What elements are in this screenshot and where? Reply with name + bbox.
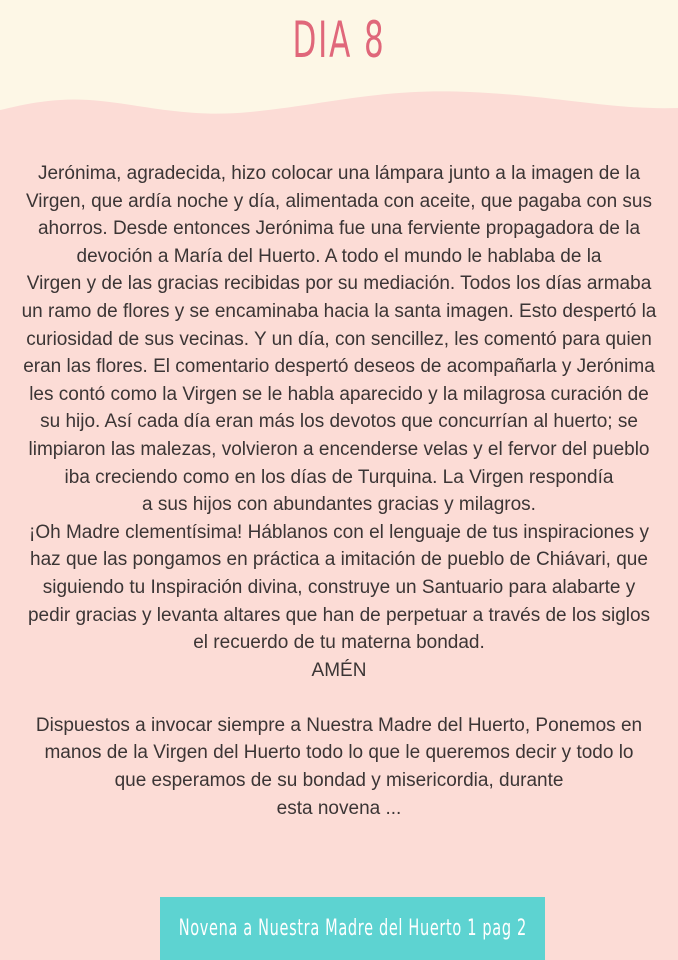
text-line: Virgen, que ardía noche y día, alimentada con aceite, que pagaba con sus xyxy=(25,190,653,212)
text-line: Dispuestos a invocar siempre a Nuestra Madre del Huerto, Ponemos en xyxy=(35,714,643,736)
text-line: limpiaron las malezas, volvieron a encenderse velas y el fervor del pueblo xyxy=(28,438,650,460)
content-body xyxy=(12,160,666,822)
text-line: les contó como la Virgen se le habla aparecido y la milagrosa curación de xyxy=(29,383,649,405)
page-title: DIA 8 xyxy=(292,11,386,69)
text-line: ¡Oh Madre clementísima! Háblanos con el lenguaje de tus inspiraciones y xyxy=(29,521,649,543)
text-line: haz que las pongamos en práctica a imitación de pueblo de Chiávari, que xyxy=(30,549,648,571)
text-line: curiosidad de sus vecinas. Y un día, con sencillez, les comentó para quien xyxy=(26,328,652,350)
footer-label: Novena a Nuestra Madre del Huerto 1 pag 2 xyxy=(178,916,527,941)
text-line: el recuerdo de tu materna bondad. xyxy=(193,632,485,654)
text-line: manos de la Virgen del Huerto todo lo que le queremos decir y todo lo xyxy=(44,742,634,764)
text-line: que esperamos de su bondad y misericordia, durante xyxy=(114,770,564,792)
text-line: ahorros. Desde entonces Jerónima fue una ferviente propagadora de la xyxy=(37,218,641,240)
text-line: siguiendo tu Inspiración divina, construye un Santuario para alabarte y xyxy=(42,576,636,598)
text-line: un ramo de flores y se encaminaba hacia la santa imagen. Esto despertó la xyxy=(21,300,657,322)
text-line: pedir gracias y levanta altares que han de perpetuar a través de los siglos xyxy=(27,604,651,626)
text-line: eran las flores. El comentario despertó deseos de acompañarla y Jerónima xyxy=(23,356,655,378)
amen-text: AMÉN xyxy=(311,659,367,681)
paragraph-closing xyxy=(12,712,666,822)
text-line: Virgen y de las gracias recibidas por su mediación. Todos los días armaba xyxy=(26,273,652,295)
text-line: Jerónima, agradecida, hizo colocar una lámpara junto a la imagen de la xyxy=(37,163,641,184)
footer-banner xyxy=(160,897,545,960)
text-line: a sus hijos con abundantes gracias y milagros. xyxy=(142,494,536,516)
text-line: su hijo. Así cada día eran más los devotos que concurrían al huerto; se xyxy=(40,411,638,433)
paragraph-story xyxy=(12,160,666,519)
text-line: devoción a María del Huerto. A todo el mundo le hablaba de la xyxy=(76,245,602,267)
paragraph-prayer xyxy=(12,519,666,685)
text-line: esta novena ... xyxy=(276,797,402,819)
spacer xyxy=(12,684,666,712)
text-line: iba creciendo como en los días de Turquina. La Virgen respondía xyxy=(64,466,614,488)
